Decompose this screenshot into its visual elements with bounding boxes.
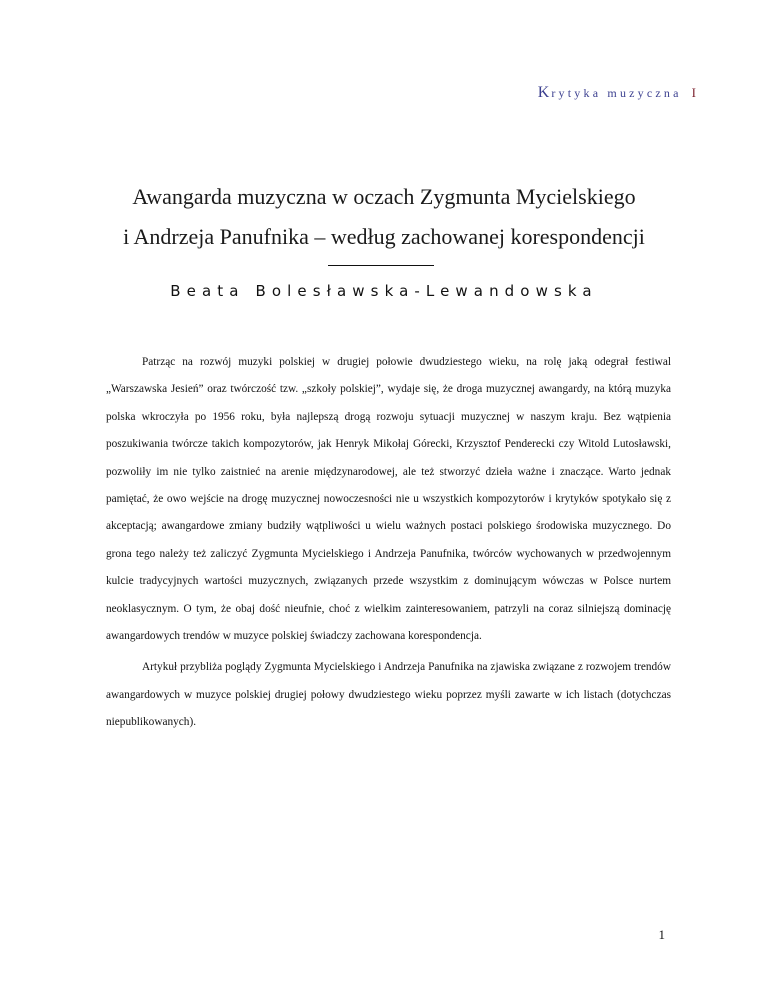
author-name: Beata Bolesławska-Lewandowska bbox=[170, 282, 598, 300]
page-number: 1 bbox=[658, 927, 665, 942]
title-line-1: Awangarda muzyczna w oczach Zygmunta Mycielskiego bbox=[132, 184, 636, 209]
title-divider bbox=[328, 265, 434, 266]
article-title bbox=[0, 177, 768, 257]
journal-volume: I bbox=[691, 85, 696, 100]
journal-initial: K bbox=[537, 84, 552, 101]
abstract bbox=[106, 349, 671, 737]
journal-name: rytyka muzyczna bbox=[551, 86, 682, 100]
title-line-2: i Andrzeja Panufnika – według zachowanej korespondencji bbox=[123, 224, 645, 249]
abstract-paragraph-2: Artykuł przybliża poglądy Zygmunta Mycielskiego i Andrzeja Panufnika na zjawiska związane z rozwojem trendów awangardowych w muzyce polskiej drugiej połowy dwudziestego wieku poprzez myśli zawarte w ich listach (dotychczas niepublikowanych). bbox=[106, 661, 671, 729]
abstract-paragraph-1: Patrząc na rozwój muzyki polskiej w drugiej połowie dwudziestego wieku, na rolę jaką odegrał festiwal „Warszawska Jesień” oraz twórczość tzw. „szkoły polskiej”, wydaje się, że droga muzycznej awangardy, na którą muzyka polska wkroczyła po 1956 roku, była najlepszą drogą rozwoju sytuacji muzycznej w naszym kraju. Bez wątpienia poszukiwania twórcze takich kompozytorów, jak Henryk Mikołaj Górecki, Krzysztof Penderecki czy Witold Lutosławski, pozwoliły im nie tylko zaistnieć na arenie międzynarodowej, ale też stworzyć dzieła ważne i znaczące. Warto jednak pamiętać, że owo wejście na drogę muzycznej nowoczesności nie u wszystkich kompozytorów i krytyków spotykało się z akceptacją; awangardowe zmiany budziły wątpliwości u wielu ważnych postaci polskiego środowiska muzycznego. Do grona tego należy też zaliczyć Zygmunta Mycielskiego i Andrzeja Panufnika, twórców wychowanych w przedwojennym kulcie tradycyjnych wartości muzycznych, związanych przede wszystkim z dominującym wówczas w Polsce nurtem neoklasycznym. O tym, że obaj dość nieufnie, choć z wielkim zainteresowaniem, patrzyli na coraz silniejszą dominację awangardowych trendów w muzyce polskiej świadczy zachowana korespondencja. bbox=[106, 356, 671, 643]
running-header bbox=[538, 84, 696, 102]
